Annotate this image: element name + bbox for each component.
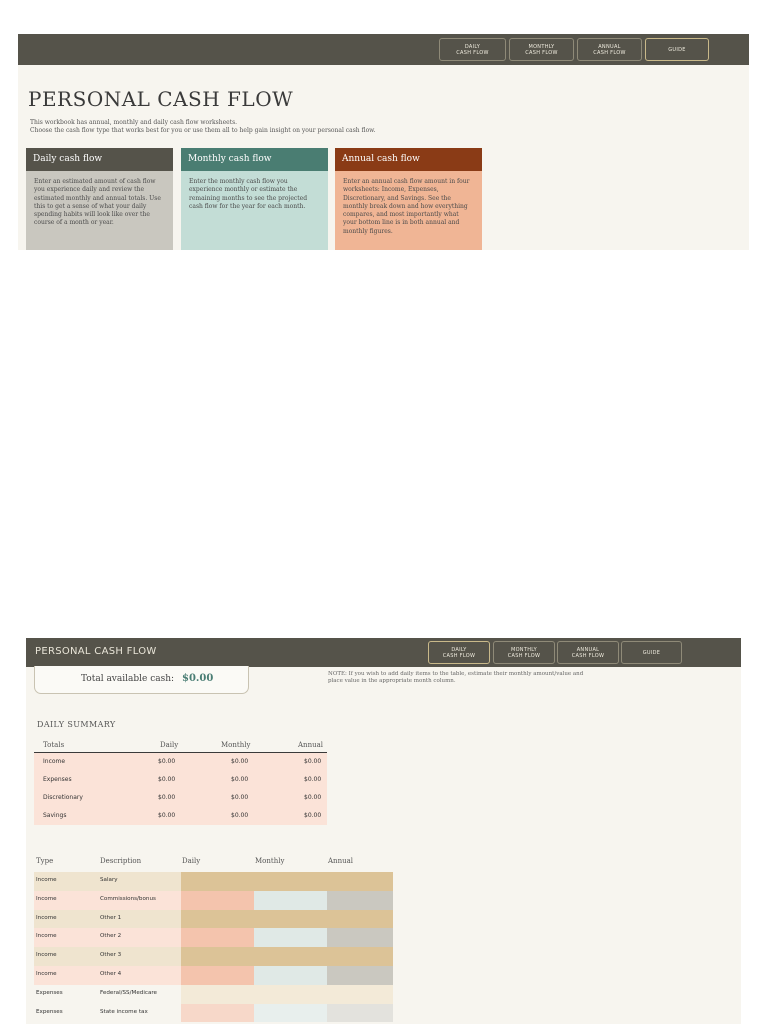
col-daily: Daily bbox=[182, 857, 201, 865]
daily-value: $0.00 bbox=[158, 794, 176, 801]
detail-row[interactable] bbox=[26, 872, 393, 891]
annual-value: $0.00 bbox=[304, 758, 322, 765]
description-cell: Federal/SS/Medicare bbox=[100, 989, 157, 996]
description-cell: Commissions/bonus bbox=[100, 895, 156, 902]
detail-header-row bbox=[26, 854, 393, 872]
annual-cell[interactable] bbox=[327, 928, 393, 947]
amount-cells[interactable] bbox=[181, 985, 393, 1004]
annual-value: $0.00 bbox=[304, 776, 322, 783]
nav-daily-cash-flow-button[interactable]: DAILY CASH FLOW bbox=[439, 38, 506, 61]
total-available-cash-box bbox=[34, 666, 249, 694]
detail-row[interactable] bbox=[26, 891, 393, 910]
amount-cells[interactable] bbox=[181, 947, 393, 966]
guide-nav-bar bbox=[18, 34, 749, 65]
intro-line-1: This workbook has annual, monthly and daily cash flow worksheets. bbox=[30, 119, 238, 126]
detail-row[interactable] bbox=[26, 928, 393, 947]
annual-cell[interactable] bbox=[327, 891, 393, 910]
monthly-cell[interactable] bbox=[254, 966, 327, 985]
col-description: Description bbox=[100, 857, 142, 865]
type-cell: Expenses bbox=[36, 1008, 63, 1015]
col-annual: Annual bbox=[298, 741, 323, 749]
summary-header-row bbox=[34, 737, 327, 753]
intro-text bbox=[30, 119, 376, 135]
detail-row[interactable] bbox=[26, 985, 393, 1004]
annual-value: $0.00 bbox=[304, 794, 322, 801]
daily-detail-table bbox=[26, 854, 393, 1022]
row-label: Discretionary bbox=[43, 794, 83, 801]
daily-value: $0.00 bbox=[158, 812, 176, 819]
type-cell: Income bbox=[36, 877, 57, 883]
description-cell: Salary bbox=[100, 877, 118, 883]
nav-annual-cash-flow-button[interactable]: ANNUAL CASH FLOW bbox=[577, 38, 642, 61]
col-type: Type bbox=[36, 857, 54, 865]
monthly-cell[interactable] bbox=[254, 928, 327, 947]
type-cell: Income bbox=[36, 970, 57, 977]
type-cell: Expenses bbox=[36, 989, 63, 996]
card-body: Enter the monthly cash flow you experience monthly or estimate the remaining months to see the projected cash flow for the year for each month. bbox=[181, 171, 328, 250]
col-monthly: Monthly bbox=[221, 741, 251, 749]
daily-summary-table bbox=[34, 737, 327, 825]
col-monthly: Monthly bbox=[255, 857, 285, 865]
monthly-cell[interactable] bbox=[254, 891, 327, 910]
daily-summary-heading: DAILY SUMMARY bbox=[37, 720, 116, 729]
nav-monthly-cash-flow-button[interactable]: MONTHLY CASH FLOW bbox=[509, 38, 574, 61]
annual-cell[interactable] bbox=[327, 966, 393, 985]
type-cell: Income bbox=[36, 952, 57, 959]
monthly-value: $0.00 bbox=[231, 812, 249, 819]
description-cell: Other 3 bbox=[100, 952, 122, 959]
daily-value: $0.00 bbox=[158, 776, 176, 783]
card-title: Monthly cash flow bbox=[181, 148, 328, 171]
summary-row-expenses[interactable] bbox=[34, 771, 327, 789]
description-cell: State income tax bbox=[100, 1008, 148, 1015]
daily-cash-flow-card[interactable] bbox=[26, 148, 173, 250]
nav-annual-cash-flow-button[interactable]: ANNUAL CASH FLOW bbox=[557, 641, 619, 664]
annual-value: $0.00 bbox=[304, 812, 322, 819]
card-body: Enter an annual cash flow amount in four worksheets: Income, Expenses, Discretionary, and Savings. See the monthly break down and how everything compares, and most importantly what your bottom line is in both annual and monthly figures. bbox=[335, 171, 482, 250]
daily-cell[interactable] bbox=[181, 928, 254, 947]
row-label: Income bbox=[43, 758, 66, 765]
card-body: Enter an estimated amount of cash flow you experience daily and review the estimated monthly and annual totals. Use this to get a sense of what your daily spending habits will look like over the course of a month or year. bbox=[26, 171, 173, 250]
note-text: NOTE: If you wish to add daily items to the table, estimate their monthly amount/value and place value in the appropriate month column. bbox=[328, 671, 584, 684]
detail-row[interactable] bbox=[26, 966, 393, 985]
daily-cell[interactable] bbox=[181, 891, 254, 910]
col-totals: Totals bbox=[43, 741, 65, 749]
description-cell: Other 2 bbox=[100, 933, 122, 940]
intro-line-2: Choose the cash flow type that works best for you or use them all to help gain insight on your personal cash flow. bbox=[30, 127, 376, 134]
daily-value: $0.00 bbox=[158, 758, 176, 765]
row-label: Expenses bbox=[43, 776, 72, 783]
description-cell: Other 4 bbox=[100, 970, 122, 977]
detail-row[interactable] bbox=[26, 910, 393, 929]
summary-row-income[interactable] bbox=[34, 753, 327, 771]
monthly-value: $0.00 bbox=[231, 758, 249, 765]
col-daily: Daily bbox=[160, 741, 179, 749]
monthly-cell[interactable] bbox=[254, 1004, 327, 1023]
amount-cells[interactable] bbox=[181, 910, 393, 929]
summary-row-discretionary[interactable] bbox=[34, 789, 327, 807]
col-annual: Annual bbox=[328, 857, 353, 865]
page-title: PERSONAL CASH FLOW bbox=[28, 87, 294, 111]
annual-cash-flow-card[interactable] bbox=[335, 148, 482, 250]
monthly-cash-flow-card[interactable] bbox=[181, 148, 328, 250]
total-available-cash-value[interactable]: $0.00 bbox=[182, 673, 214, 684]
summary-row-savings[interactable] bbox=[34, 807, 327, 825]
type-cell: Income bbox=[36, 895, 57, 902]
annual-cell[interactable] bbox=[327, 1004, 393, 1023]
nav-guide-button[interactable]: GUIDE bbox=[621, 641, 682, 664]
guide-sheet bbox=[18, 34, 749, 250]
row-label: Savings bbox=[43, 812, 67, 819]
monthly-value: $0.00 bbox=[231, 794, 249, 801]
sheet-title: PERSONAL CASH FLOW bbox=[35, 646, 157, 657]
detail-row[interactable] bbox=[26, 1004, 393, 1023]
monthly-value: $0.00 bbox=[231, 776, 249, 783]
detail-row[interactable] bbox=[26, 947, 393, 966]
nav-guide-button[interactable]: GUIDE bbox=[645, 38, 709, 61]
card-title: Annual cash flow bbox=[335, 148, 482, 171]
daily-cell[interactable] bbox=[181, 1004, 254, 1023]
card-title: Daily cash flow bbox=[26, 148, 173, 171]
daily-cell[interactable] bbox=[181, 966, 254, 985]
daily-nav-bar bbox=[26, 638, 741, 667]
amount-cells[interactable] bbox=[181, 872, 393, 891]
total-available-cash-label: Total available cash: bbox=[81, 674, 175, 684]
nav-monthly-cash-flow-button[interactable]: MONTHLY CASH FLOW bbox=[493, 641, 555, 664]
nav-daily-cash-flow-button[interactable]: DAILY CASH FLOW bbox=[428, 641, 490, 664]
type-cell: Income bbox=[36, 914, 57, 921]
description-cell: Other 1 bbox=[100, 914, 122, 921]
daily-cash-flow-sheet bbox=[26, 638, 741, 1024]
type-cell: Income bbox=[36, 933, 57, 940]
